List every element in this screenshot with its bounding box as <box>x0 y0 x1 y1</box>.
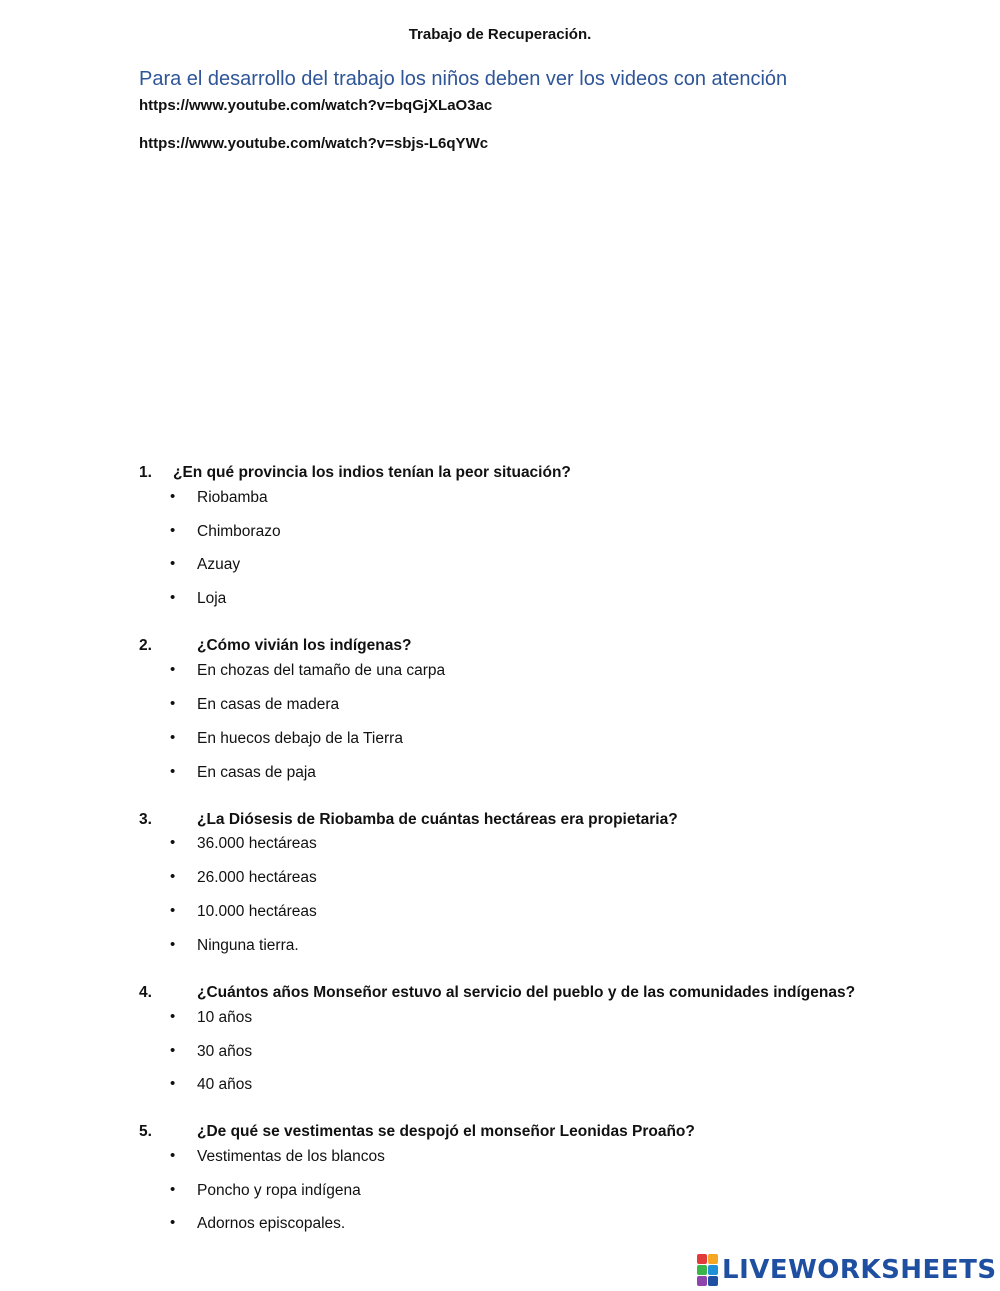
option-label: En huecos debajo de la Tierra <box>197 730 403 747</box>
option-label: 40 años <box>197 1076 253 1093</box>
intro-text: Para el desarrollo del trabajo los niños deben ver los videos con atención <box>139 68 788 90</box>
bullet-icon: • <box>170 834 176 851</box>
bullet-icon: • <box>170 1075 176 1092</box>
option-label: 26.000 hectáreas <box>197 869 317 886</box>
logo-text: LIVEWORKSHEETS <box>722 1255 997 1285</box>
bullet-icon: • <box>170 555 176 572</box>
logo-square <box>708 1265 718 1275</box>
question-text: ¿Cuántos años Monseñor estuvo al servicio del pueblo y de las comunidades indígenas? <box>197 984 856 1001</box>
bullet-icon: • <box>170 661 176 678</box>
video-link-2[interactable]: https://www.youtube.com/watch?v=sbjs-L6qYWc <box>139 135 489 152</box>
question-number: 4. <box>139 984 152 1001</box>
bullet-icon: • <box>170 522 176 539</box>
logo-square <box>697 1265 707 1275</box>
logo-square <box>697 1254 707 1264</box>
option-label: Vestimentas de los blancos <box>197 1148 385 1165</box>
question-text: ¿Cómo vivián los indígenas? <box>197 637 412 654</box>
page-title: Trabajo de Recuperación. <box>408 26 592 43</box>
bullet-icon: • <box>170 1147 176 1164</box>
option-label: En casas de madera <box>197 696 340 713</box>
liveworksheets-logo[interactable] <box>697 1254 997 1286</box>
option-label: Riobamba <box>197 489 268 506</box>
option-label: 10.000 hectáreas <box>197 903 317 920</box>
question-text: ¿En qué provincia los indios tenían la peor situación? <box>173 464 571 481</box>
question-number: 2. <box>139 637 152 654</box>
logo-square <box>708 1276 718 1286</box>
question-text: ¿De qué se vestimentas se despojó el monseñor Leonidas Proaño? <box>197 1123 695 1140</box>
option-label: En chozas del tamaño de una carpa <box>197 662 446 679</box>
option-label: Loja <box>197 590 227 607</box>
logo-square <box>708 1254 718 1264</box>
option-label: 36.000 hectáreas <box>197 835 317 852</box>
bullet-icon: • <box>170 902 176 919</box>
question-text: ¿La Diósesis de Riobamba de cuántas hectáreas era propietaria? <box>197 811 678 828</box>
bullet-icon: • <box>170 695 176 712</box>
option-label: Ninguna tierra. <box>197 937 299 954</box>
logo-icon <box>697 1254 718 1286</box>
bullet-icon: • <box>170 936 176 953</box>
bullet-icon: • <box>170 488 176 505</box>
video-link-1[interactable]: https://www.youtube.com/watch?v=bqGjXLaO3ac <box>139 97 493 114</box>
bullet-icon: • <box>170 763 176 780</box>
option-label: En casas de paja <box>197 764 316 781</box>
bullet-icon: • <box>170 1214 176 1231</box>
option-label: Poncho y ropa indígena <box>197 1182 361 1199</box>
option-label: 10 años <box>197 1009 253 1026</box>
question-number: 1. <box>139 464 152 481</box>
option-label: Adornos episcopales. <box>197 1215 346 1232</box>
bullet-icon: • <box>170 729 176 746</box>
option-label: Azuay <box>197 556 241 573</box>
logo-square <box>697 1276 707 1286</box>
bullet-icon: • <box>170 1181 176 1198</box>
bullet-icon: • <box>170 589 176 606</box>
bullet-icon: • <box>170 868 176 885</box>
option-label: Chimborazo <box>197 523 281 540</box>
bullet-icon: • <box>170 1042 176 1059</box>
question-number: 3. <box>139 811 152 828</box>
question-number: 5. <box>139 1123 152 1140</box>
bullet-icon: • <box>170 1008 176 1025</box>
option-label: 30 años <box>197 1043 253 1060</box>
